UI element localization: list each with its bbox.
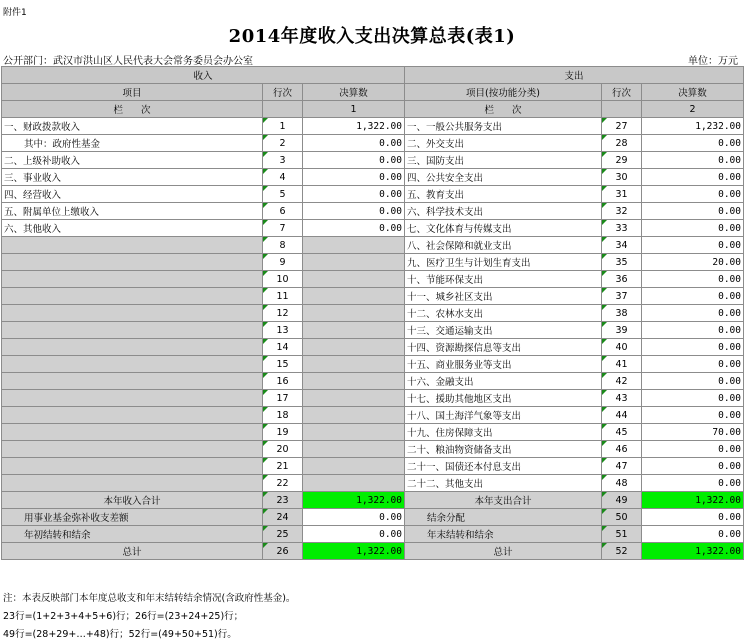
expense-summary-item: 总计 [405,543,602,560]
expense-summary-amount: 0.00 [642,509,744,526]
expense-line-no: 39 [602,322,642,339]
expense-summary-item: 本年支出合计 [405,492,602,509]
budget-table [1,66,744,560]
expense-line-no: 47 [602,458,642,475]
summary-row [2,543,744,560]
expense-section-header: 支出 [405,67,744,84]
page-title: 2014年度收入支出决算总表(表1) [228,26,516,47]
expense-amount: 0.00 [642,152,744,169]
table-row [2,458,744,475]
expense-amount-header: 决算数 [642,84,744,101]
income-item [2,407,263,424]
expense-item: 十八、国土海洋气象等支出 [405,407,602,424]
income-line-no: 1 [263,118,303,135]
expense-line-no: 31 [602,186,642,203]
table-row [2,356,744,373]
expense-summary-item: 结余分配 [405,509,602,526]
income-amount [303,475,405,492]
income-summary-line-no: 26 [263,543,303,560]
table-row [2,186,744,203]
income-item [2,271,263,288]
income-item [2,288,263,305]
income-line-no: 6 [263,203,303,220]
attachment-label: 附件1 [3,8,27,18]
expense-summary-amount: 0.00 [642,526,744,543]
table-row [2,118,744,135]
income-line-no: 12 [263,305,303,322]
table-row [2,441,744,458]
income-amount [303,305,405,322]
table-row [2,203,744,220]
expense-item: 十五、商业服务业等支出 [405,356,602,373]
income-summary-amount: 1,322.00 [303,492,405,509]
income-amount: 0.00 [303,169,405,186]
expense-item: 二十二、其他支出 [405,475,602,492]
income-item [2,373,263,390]
expense-line-no: 41 [602,356,642,373]
expense-line-no: 45 [602,424,642,441]
expense-line-no: 46 [602,441,642,458]
income-line-no: 8 [263,237,303,254]
income-column-index-label: 栏 次 [2,101,263,118]
expense-summary-amount: 1,322.00 [642,492,744,509]
income-item-header: 项目 [2,84,263,101]
expense-amount: 0.00 [642,135,744,152]
expense-line-no: 38 [602,305,642,322]
income-line-no: 7 [263,220,303,237]
income-line-no: 3 [263,152,303,169]
income-amount [303,407,405,424]
expense-item: 十三、交通运输支出 [405,322,602,339]
summary-row [2,526,744,543]
unit-label: 单位：万元 [688,56,738,67]
expense-item: 十一、城乡社区支出 [405,288,602,305]
expense-line-no: 42 [602,373,642,390]
expense-amount: 0.00 [642,475,744,492]
table-row [2,475,744,492]
income-summary-line-no: 24 [263,509,303,526]
footnote-3: 49行=(28+29+…+48)行；52行=(49+50+51)行。 [3,629,237,640]
table-row [2,169,744,186]
table-row [2,220,744,237]
income-line-no: 5 [263,186,303,203]
income-item [2,356,263,373]
expense-line-no: 35 [602,254,642,271]
income-item [2,390,263,407]
income-amount: 0.00 [303,152,405,169]
income-amount [303,356,405,373]
income-amount [303,373,405,390]
table-row [2,390,744,407]
expense-line-no: 32 [602,203,642,220]
income-amount [303,237,405,254]
income-summary-amount: 0.00 [303,526,405,543]
summary-row [2,509,744,526]
table-row [2,407,744,424]
expense-summary-line-no: 50 [602,509,642,526]
income-item: 五、附属单位上缴收入 [2,203,263,220]
income-summary-amount: 0.00 [303,509,405,526]
expense-amount: 0.00 [642,220,744,237]
income-amount: 0.00 [303,135,405,152]
income-amount [303,288,405,305]
income-line-no: 9 [263,254,303,271]
income-line-no: 15 [263,356,303,373]
expense-amount: 1,232.00 [642,118,744,135]
table-row [2,424,744,441]
expense-line-no: 37 [602,288,642,305]
table-row [2,135,744,152]
expense-line-no: 44 [602,407,642,424]
expense-amount: 20.00 [642,254,744,271]
income-line-no: 22 [263,475,303,492]
expense-amount: 0.00 [642,339,744,356]
expense-amount: 0.00 [642,458,744,475]
income-line-no: 17 [263,390,303,407]
expense-line-no: 28 [602,135,642,152]
expense-amount: 0.00 [642,271,744,288]
income-line-no: 11 [263,288,303,305]
income-line-no: 10 [263,271,303,288]
expense-item: 十、节能环保支出 [405,271,602,288]
expense-item: 二十一、国债还本付息支出 [405,458,602,475]
income-summary-item: 总计 [2,543,263,560]
footnote-2: 23行=(1+2+3+4+5+6)行；26行=(23+24+25)行； [3,611,244,622]
income-item [2,458,263,475]
income-line-no: 18 [263,407,303,424]
income-line-no: 13 [263,322,303,339]
expense-item: 五、教育支出 [405,186,602,203]
income-item: 三、事业收入 [2,169,263,186]
income-amount: 0.00 [303,220,405,237]
table-row [2,305,744,322]
income-item [2,424,263,441]
income-line-no: 20 [263,441,303,458]
income-amount-header: 决算数 [303,84,405,101]
income-amount [303,441,405,458]
table-row [2,152,744,169]
income-column-index: 1 [303,101,405,118]
income-summary-amount: 1,322.00 [303,543,405,560]
income-item [2,322,263,339]
expense-item: 十七、援助其他地区支出 [405,390,602,407]
income-section-header: 收入 [2,67,405,84]
expense-amount: 0.00 [642,305,744,322]
expense-amount: 0.00 [642,169,744,186]
table-row [2,322,744,339]
income-item [2,305,263,322]
expense-line-no: 29 [602,152,642,169]
expense-item: 十九、住房保障支出 [405,424,602,441]
expense-item: 十六、金融支出 [405,373,602,390]
expense-item: 四、公共安全支出 [405,169,602,186]
income-item: 一、财政拨款收入 [2,118,263,135]
income-amount [303,424,405,441]
expense-line-no: 34 [602,237,642,254]
income-line-no: 4 [263,169,303,186]
expense-item: 十四、资源勘探信息等支出 [405,339,602,356]
income-item [2,254,263,271]
income-amount [303,254,405,271]
expense-line-no: 36 [602,271,642,288]
expense-amount: 70.00 [642,424,744,441]
income-amount: 1,322.00 [303,118,405,135]
income-summary-item: 年初结转和结余 [2,526,263,543]
expense-line-no: 27 [602,118,642,135]
income-item [2,441,263,458]
income-line-no: 16 [263,373,303,390]
income-item: 二、上级补助收入 [2,152,263,169]
expense-item: 十二、农林水支出 [405,305,602,322]
expense-item: 一、一般公共服务支出 [405,118,602,135]
income-line-no: 19 [263,424,303,441]
expense-line-no: 33 [602,220,642,237]
expense-line-no: 30 [602,169,642,186]
expense-line-no: 43 [602,390,642,407]
income-line-header: 行次 [263,84,303,101]
income-item: 四、经营收入 [2,186,263,203]
table-row [2,339,744,356]
expense-amount: 0.00 [642,322,744,339]
column-index-row [2,101,744,118]
expense-summary-line-no: 49 [602,492,642,509]
expense-amount: 0.00 [642,186,744,203]
income-line-no: 14 [263,339,303,356]
income-summary-item: 用事业基金弥补收支差额 [2,509,263,526]
expense-line-no: 48 [602,475,642,492]
income-amount: 0.00 [303,186,405,203]
expense-column-index-label: 栏 次 [405,101,602,118]
income-amount [303,458,405,475]
income-line-no: 21 [263,458,303,475]
expense-column-index-blank [602,101,642,118]
section-header-row [2,67,744,84]
expense-item: 三、国防支出 [405,152,602,169]
table-row [2,271,744,288]
table-row [2,237,744,254]
expense-amount: 0.00 [642,373,744,390]
expense-item: 八、社会保障和就业支出 [405,237,602,254]
income-amount [303,390,405,407]
expense-summary-line-no: 51 [602,526,642,543]
income-amount [303,322,405,339]
expense-item: 九、医疗卫生与计划生育支出 [405,254,602,271]
income-summary-line-no: 25 [263,526,303,543]
income-summary-item: 本年收入合计 [2,492,263,509]
income-summary-line-no: 23 [263,492,303,509]
expense-amount: 0.00 [642,288,744,305]
expense-amount: 0.00 [642,237,744,254]
income-item [2,475,263,492]
income-item [2,339,263,356]
expense-column-index: 2 [642,101,744,118]
expense-summary-amount: 1,322.00 [642,543,744,560]
column-header-row [2,84,744,101]
expense-summary-line-no: 52 [602,543,642,560]
income-item: 其中：政府性基金 [2,135,263,152]
expense-amount: 0.00 [642,356,744,373]
expense-amount: 0.00 [642,407,744,424]
table-row [2,288,744,305]
expense-line-no: 40 [602,339,642,356]
income-amount [303,339,405,356]
expense-item: 二、外交支出 [405,135,602,152]
expense-item-header: 项目(按功能分类) [405,84,602,101]
income-line-no: 2 [263,135,303,152]
department-label: 公开部门：武汉市洪山区人民代表大会常务委员会办公室 [3,56,253,67]
income-amount [303,271,405,288]
expense-item: 二十、粮油物资储备支出 [405,441,602,458]
table-row [2,254,744,271]
expense-item: 六、科学技术支出 [405,203,602,220]
expense-summary-item: 年末结转和结余 [405,526,602,543]
income-item [2,237,263,254]
expense-amount: 0.00 [642,390,744,407]
income-column-index-blank [263,101,303,118]
income-item: 六、其他收入 [2,220,263,237]
expense-line-header: 行次 [602,84,642,101]
expense-item: 七、文化体育与传媒支出 [405,220,602,237]
income-amount: 0.00 [303,203,405,220]
expense-amount: 0.00 [642,203,744,220]
table-row [2,373,744,390]
footnote-1: 注：本表反映部门本年度总收支和年末结转结余情况(含政府性基金)。 [3,593,296,604]
expense-amount: 0.00 [642,441,744,458]
summary-row [2,492,744,509]
